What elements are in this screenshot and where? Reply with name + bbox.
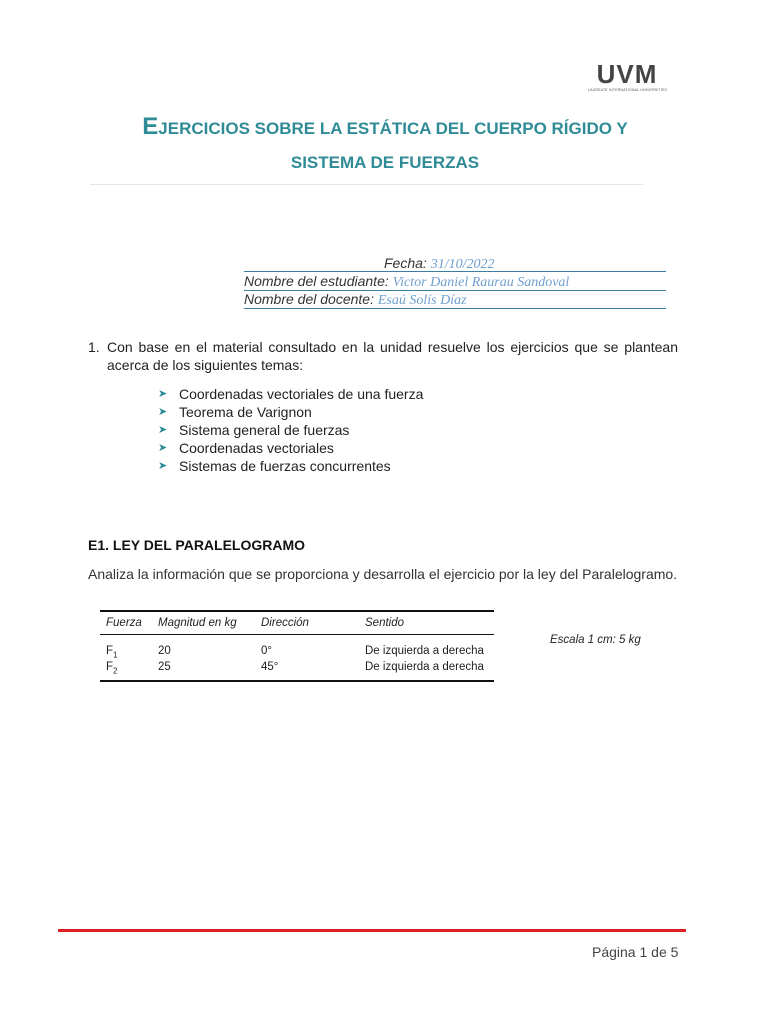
title-line-1-rest: JERCICIOS SOBRE LA ESTÁTICA DEL CUERPO RÍGIDO Y (158, 119, 628, 138)
intro-paragraph (88, 338, 678, 374)
scale-note: Escala 1 cm: 5 kg (550, 634, 641, 646)
cell-direccion: 45° (261, 661, 279, 673)
cell-sentido: De izquierda a derecha (365, 661, 484, 673)
cell-sentido: De izquierda a derecha (365, 645, 484, 657)
section-description: Analiza la información que se proporciona y desarrolla el ejercicio por la ley del Paralelogramo. (88, 566, 678, 582)
cell-direccion: 0° (261, 645, 272, 657)
topic-text: Sistemas de fuerzas concurrentes (179, 458, 391, 474)
intro-number: 1. (88, 339, 100, 355)
topic-text: Coordenadas vectoriales (179, 440, 334, 456)
uvm-logo (588, 60, 666, 100)
title-line-1 (80, 110, 690, 146)
cell-fuerza (106, 659, 117, 679)
date-value: 31/10/2022 (430, 257, 495, 272)
header-fuerza: Fuerza (106, 617, 142, 629)
table-row (100, 643, 494, 659)
header-direccion: Dirección (261, 617, 309, 629)
cell-magnitud: 25 (158, 661, 171, 673)
arrow-bullet-icon: ➤ (158, 424, 168, 436)
force-symbol: F (106, 661, 114, 673)
arrow-bullet-icon: ➤ (158, 388, 168, 400)
force-symbol: F (106, 645, 114, 657)
list-item (158, 385, 423, 403)
section-heading: E1. LEY DEL PARALELOGRAMO (88, 537, 306, 553)
header-magnitud: Magnitud en kg (158, 617, 237, 629)
topic-text: Teorema de Varignon (179, 404, 312, 420)
footer-divider (58, 929, 686, 932)
teacher-value: Esaú Solís Díaz (377, 293, 467, 308)
topic-text: Sistema general de fuerzas (179, 422, 350, 438)
cell-magnitud: 20 (158, 645, 171, 657)
logo-mark: UVM (596, 59, 658, 89)
page-number: Página 1 de 5 (592, 944, 679, 960)
table-row (100, 659, 494, 675)
list-item (158, 403, 423, 421)
arrow-bullet-icon: ➤ (158, 442, 168, 454)
student-field (244, 273, 666, 291)
teacher-label: Nombre del docente: (244, 291, 374, 307)
date-field (244, 255, 666, 272)
topic-list (158, 385, 423, 475)
logo-tagline: LAUREATE INTERNATIONAL UNIVERSITIES (588, 88, 668, 92)
list-item (158, 439, 423, 457)
list-item (158, 421, 423, 439)
title-line-2: SISTEMA DE FUERZAS (290, 153, 480, 172)
force-subscript: 2 (113, 666, 118, 676)
student-label: Nombre del estudiante: (244, 273, 389, 289)
table-body (100, 635, 494, 682)
topic-text: Coordenadas vectoriales de una fuerza (179, 386, 424, 402)
document-title (80, 110, 690, 180)
intro-text: Con base en el material consultado en la unidad resuelve los ejercicios que se plantean acerca de los siguientes temas: (107, 339, 678, 373)
header-sentido: Sentido (365, 617, 405, 629)
date-label: Fecha: (384, 255, 427, 271)
force-subscript: 1 (113, 650, 118, 660)
arrow-bullet-icon: ➤ (158, 460, 168, 472)
title-first-letter: E (142, 113, 159, 140)
student-value: Victor Daniel Raurau Sandoval (392, 275, 570, 290)
title-divider (90, 184, 643, 185)
list-item (158, 457, 423, 475)
teacher-field (244, 291, 666, 309)
arrow-bullet-icon: ➤ (158, 406, 168, 418)
table-header-row (100, 610, 494, 635)
forces-table (100, 610, 494, 682)
